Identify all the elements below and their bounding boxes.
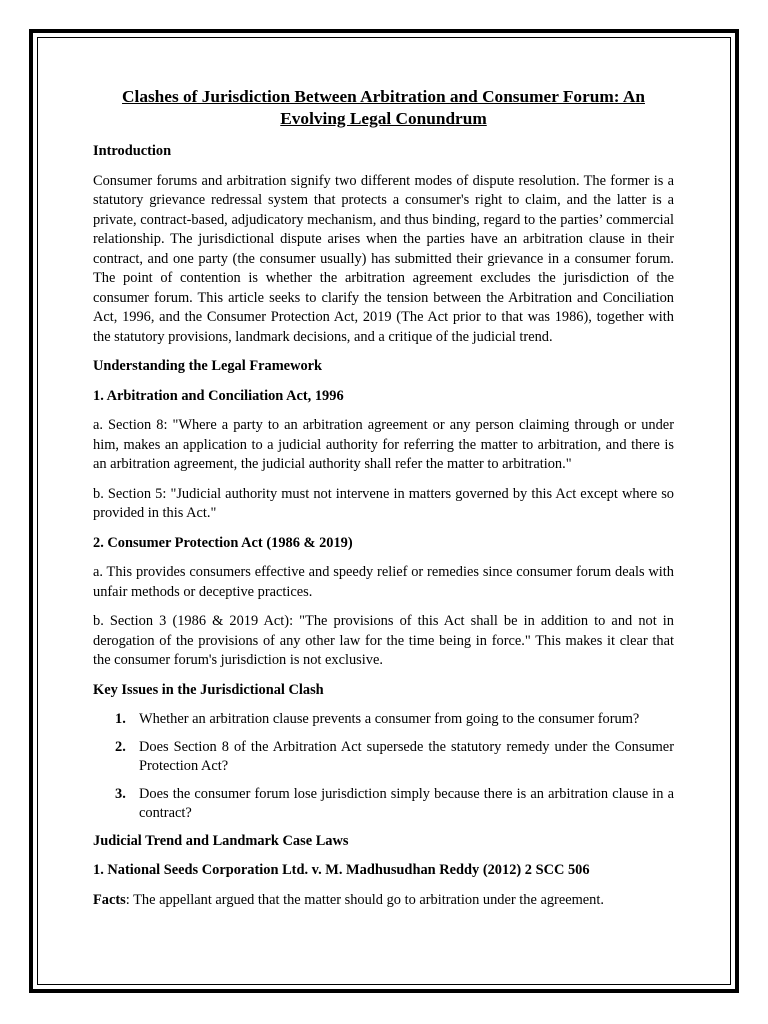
list-item [93,785,674,824]
list-item [93,738,674,777]
list-item [93,710,674,730]
document-body [93,86,674,920]
list-item-number: 3. [115,785,126,802]
list-item-text: Does the consumer forum lose jurisdiction simply because there is an arbitration clause in a contract? [139,785,674,821]
introduction-heading: Introduction [93,143,172,159]
facts-text: : The appellant argued that the matter should go to arbitration under the agreement. [125,891,604,908]
act2-heading: 2. Consumer Protection Act (1986 & 2019) [93,534,353,551]
list-item-number: 1. [115,711,126,727]
issues-heading: Key Issues in the Jurisdictional Clash [93,681,324,698]
facts-label: Facts [93,891,126,908]
issues-list [93,710,674,824]
document-title [93,86,674,130]
title-line-1: Clashes of Jurisdiction Between Arbitration and Consumer Forum: An [122,87,645,106]
title-line-2: Evolving Legal Conundrum [280,109,487,128]
act1-section8-paragraph: a. Section 8: "Where a party to an arbitration agreement or any person claiming through or under him, makes an application to a judicial authority for referring the matter to arbitration, and there is an arbitration agreement, the judicial authority shall refer the matter to arbitration." [93,417,674,472]
framework-heading: Understanding the Legal Framework [93,358,323,374]
act1-section5-paragraph: b. Section 5: "Judicial authority must not intervene in matters governed by this Act except where so provided in this Act." [93,485,674,521]
introduction-paragraph: Consumer forums and arbitration signify two different modes of dispute resolution. The former is a statutory grievance redressal system that protects a consumer's right to claim, and the latter is a private, contract-based, adjudicatory mechanism, and thus binding, regard to the parties’ commercial relationship. The jurisdictional dispute arises when the parties have an arbitration clause in their contract, and one party (the consumer usually) has submitted their grievance in a consumer forum. The point of contention is whether the arbitration agreement excludes the jurisdiction of the consumer forum. This article seeks to clarify the tension between the Arbitration and Conciliation Act, 1996, and the Consumer Protection Act, 2019 (The Act prior to that was 1986), together with the statutory provisions, landmark decisions, and a critique of the judicial trend. [93,172,674,345]
case1-facts-paragraph [93,891,674,911]
list-item-text: Whether an arbitration clause prevents a consumer from going to the consumer forum? [139,711,640,727]
act1-heading: 1. Arbitration and Conciliation Act, 1996 [93,387,344,404]
act2-purpose-paragraph: a. This provides consumers effective and speedy relief or remedies since consumer forum deals with unfair methods or deceptive practices. [93,564,674,600]
list-item-number: 2. [115,738,126,755]
list-item-text: Does Section 8 of the Arbitration Act supersede the statutory remedy under the Consumer Protection Act? [139,738,674,774]
trend-heading: Judicial Trend and Landmark Case Laws [93,832,349,849]
act2-section3-paragraph: b. Section 3 (1986 & 2019 Act): "The provisions of this Act shall be in addition to and not in derogation of the provisions of any other law for the time being in force." This makes it clear that the consumer forum's jurisdiction is not exclusive. [93,613,674,668]
case1-heading: 1. National Seeds Corporation Ltd. v. M. Madhusudhan Reddy (2012) 2 SCC 506 [93,862,590,878]
